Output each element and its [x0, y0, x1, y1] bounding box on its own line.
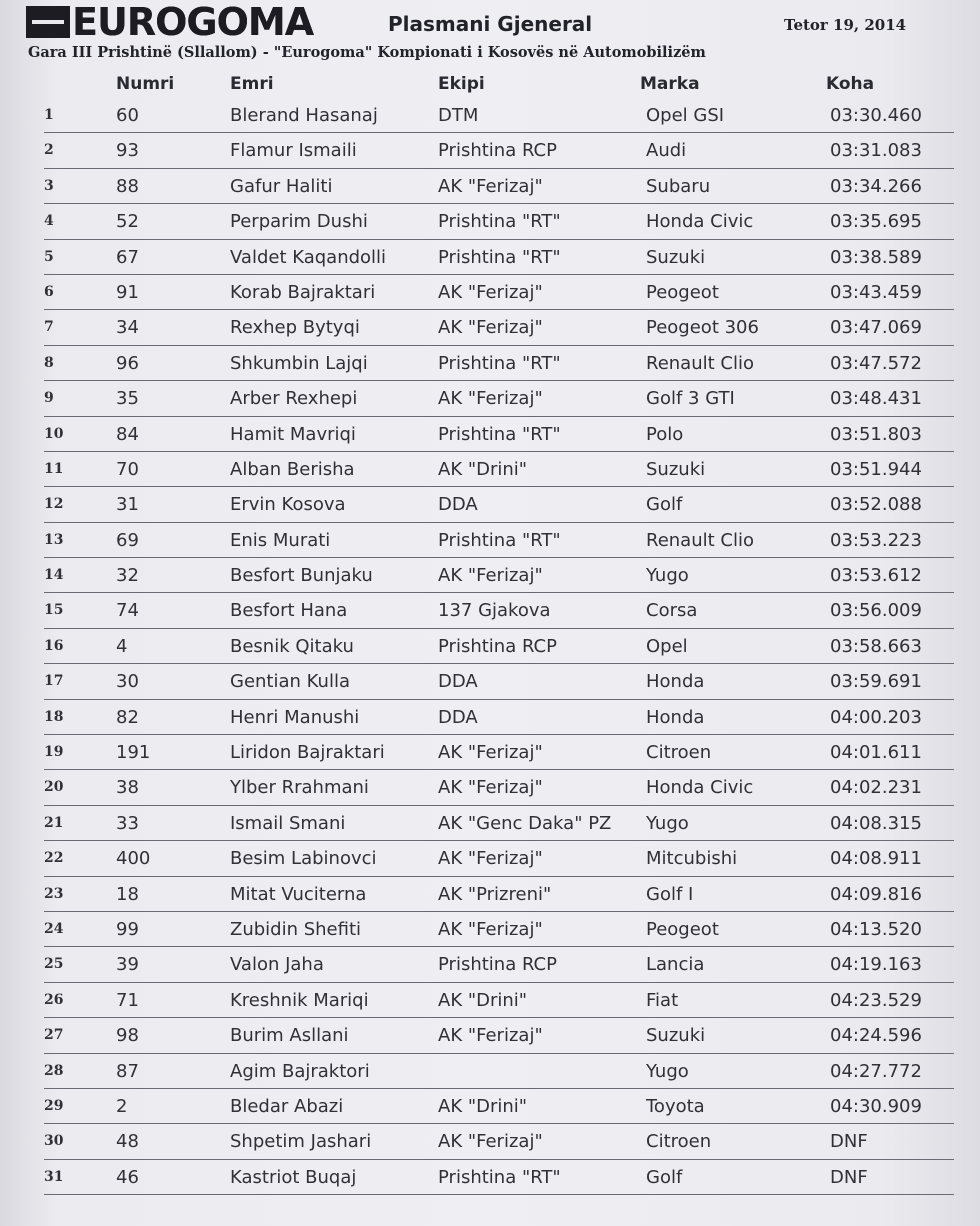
- table-row: [44, 1124, 954, 1159]
- emri-cell: Ylber Rrahmani: [230, 777, 369, 799]
- koha-cell: 03:47.069: [830, 317, 922, 339]
- emri-cell: Besfort Hana: [230, 600, 348, 622]
- ekipi-cell: Prishtina RCP: [438, 954, 557, 976]
- marka-cell: Golf I: [646, 883, 694, 905]
- numri-cell: 46: [116, 1166, 139, 1188]
- table-row: [44, 98, 954, 133]
- koha-cell: 03:53.223: [830, 529, 922, 551]
- table-row: [44, 770, 954, 805]
- koha-cell: 03:31.083: [830, 140, 922, 162]
- marka-cell: Honda: [646, 671, 705, 693]
- koha-cell: 03:48.431: [830, 388, 922, 410]
- koha-cell: 04:27.772: [830, 1060, 922, 1082]
- marka-cell: Yugo: [646, 1060, 689, 1082]
- numri-cell: 69: [116, 529, 139, 551]
- table-row: [44, 417, 954, 452]
- table-row: [44, 1160, 954, 1195]
- ekipi-cell: Prishtina "RT": [438, 423, 561, 445]
- position-cell: 19: [44, 744, 64, 761]
- ekipi-cell: AK "Ferizaj": [438, 1131, 543, 1153]
- numri-cell: 52: [116, 211, 139, 233]
- numri-cell: 18: [116, 883, 139, 905]
- table-row: [44, 169, 954, 204]
- marka-cell: Renault Clio: [646, 352, 754, 374]
- position-cell: 9: [44, 390, 54, 407]
- marka-cell: Golf: [646, 494, 683, 516]
- numri-cell: 74: [116, 600, 139, 622]
- numri-cell: 82: [116, 706, 139, 728]
- emri-cell: Agim Bajraktori: [230, 1060, 370, 1082]
- emri-cell: Rexhep Bytyqi: [230, 317, 360, 339]
- position-cell: 18: [44, 708, 64, 725]
- koha-cell: 03:47.572: [830, 352, 922, 374]
- position-cell: 20: [44, 779, 64, 796]
- ekipi-cell: Prishtina "RT": [438, 529, 561, 551]
- ekipi-cell: DDA: [438, 706, 478, 728]
- table-row: [44, 629, 954, 664]
- ekipi-cell: AK "Drini": [438, 1095, 528, 1117]
- emri-cell: Besnik Qitaku: [230, 635, 354, 657]
- emri-cell: Korab Bajraktari: [230, 281, 376, 303]
- logo-text: EUROGOMA: [72, 0, 314, 44]
- emri-cell: Besim Labinovci: [230, 848, 377, 870]
- position-cell: 12: [44, 496, 64, 513]
- marka-cell: Suzuki: [646, 1025, 706, 1047]
- marka-cell: Honda Civic: [646, 211, 754, 233]
- ekipi-cell: AK "Drini": [438, 458, 528, 480]
- column-header-ekipi: Ekipi: [438, 74, 485, 94]
- race-date: Tetor 19, 2014: [784, 16, 907, 34]
- emri-cell: Kastriot Buqaj: [230, 1166, 357, 1188]
- position-cell: 13: [44, 531, 64, 548]
- table-row: [44, 1018, 954, 1053]
- numri-cell: 71: [116, 989, 139, 1011]
- numri-cell: 67: [116, 246, 139, 268]
- emri-cell: Mitat Vuciterna: [230, 883, 367, 905]
- table-row: [44, 310, 954, 345]
- column-header-koha: Koha: [826, 74, 875, 94]
- numri-cell: 48: [116, 1131, 139, 1153]
- emri-cell: Shkumbin Lajqi: [230, 352, 368, 374]
- position-cell: 8: [44, 354, 54, 371]
- ekipi-cell: AK "Ferizaj": [438, 848, 543, 870]
- emri-cell: Perparim Dushi: [230, 211, 368, 233]
- marka-cell: Peogeot: [646, 918, 719, 940]
- ekipi-cell: AK "Ferizaj": [438, 1025, 543, 1047]
- table-row: [44, 947, 954, 982]
- koha-cell: 04:09.816: [830, 883, 922, 905]
- eurogoma-logo: [26, 0, 354, 44]
- marka-cell: Mitcubishi: [646, 848, 738, 870]
- position-cell: 3: [44, 177, 54, 194]
- ekipi-cell: AK "Genc Daka" PZ: [438, 812, 612, 834]
- koha-cell: 04:00.203: [830, 706, 922, 728]
- numri-cell: 39: [116, 954, 139, 976]
- position-cell: 23: [44, 885, 64, 902]
- koha-cell: 03:30.460: [830, 105, 922, 126]
- position-cell: 6: [44, 283, 54, 300]
- position-cell: 10: [44, 425, 64, 442]
- emri-cell: Blerand Hasanaj: [230, 105, 378, 126]
- marka-cell: Golf: [646, 1166, 683, 1188]
- ekipi-cell: Prishtina "RT": [438, 246, 561, 268]
- position-cell: 4: [44, 213, 54, 230]
- koha-cell: 03:35.695: [830, 211, 922, 233]
- table-row: [44, 204, 954, 239]
- ekipi-cell: DDA: [438, 494, 478, 516]
- numri-cell: 32: [116, 565, 139, 587]
- koha-cell: 03:38.589: [830, 246, 922, 268]
- marka-cell: Yugo: [646, 812, 689, 834]
- ekipi-cell: Prishtina "RT": [438, 352, 561, 374]
- emri-cell: Valdet Kaqandolli: [230, 246, 387, 268]
- ekipi-cell: Prishtina "RT": [438, 211, 561, 233]
- koha-cell: 03:51.803: [830, 423, 922, 445]
- marka-cell: Citroen: [646, 742, 712, 764]
- koha-cell: 03:58.663: [830, 635, 922, 657]
- koha-cell: 03:51.944: [830, 458, 922, 480]
- marka-cell: Honda: [646, 706, 705, 728]
- numri-cell: 30: [116, 671, 139, 693]
- position-cell: 5: [44, 248, 54, 265]
- emri-cell: Ismail Smani: [230, 812, 346, 834]
- emri-cell: Flamur Ismaili: [230, 140, 357, 162]
- marka-cell: Peogeot: [646, 281, 719, 303]
- ekipi-cell: AK "Ferizaj": [438, 918, 543, 940]
- marka-cell: Toyota: [646, 1095, 705, 1117]
- column-header-numri: Numri: [116, 74, 175, 94]
- position-cell: 11: [44, 460, 64, 477]
- table-row: [44, 558, 954, 593]
- numri-cell: 2: [116, 1095, 128, 1117]
- koha-cell: 03:56.009: [830, 600, 922, 622]
- logo-mark-icon: [26, 6, 70, 38]
- position-cell: 24: [44, 920, 64, 937]
- koha-cell: 04:24.596: [830, 1025, 922, 1047]
- position-cell: 2: [44, 142, 54, 159]
- numri-cell: 70: [116, 458, 139, 480]
- table-row: [44, 735, 954, 770]
- koha-cell: 04:01.611: [830, 742, 922, 764]
- position-cell: 1: [44, 107, 54, 123]
- koha-cell: 04:02.231: [830, 777, 922, 799]
- position-cell: 21: [44, 814, 64, 831]
- table-row: [44, 523, 954, 558]
- position-cell: 22: [44, 850, 64, 867]
- position-cell: 29: [44, 1097, 64, 1114]
- marka-cell: Audi: [646, 140, 687, 162]
- marka-cell: Yugo: [646, 565, 689, 587]
- marka-cell: Polo: [646, 423, 684, 445]
- numri-cell: 84: [116, 423, 139, 445]
- table-row: [44, 877, 954, 912]
- position-cell: 31: [44, 1168, 64, 1185]
- emri-cell: Arber Rexhepi: [230, 388, 358, 410]
- emri-cell: Shpetim Jashari: [230, 1131, 372, 1153]
- position-cell: 30: [44, 1133, 64, 1150]
- koha-cell: DNF: [830, 1131, 868, 1153]
- emri-cell: Alban Berisha: [230, 458, 355, 480]
- koha-cell: 03:43.459: [830, 281, 922, 303]
- emri-cell: Valon Jaha: [230, 954, 324, 976]
- koha-cell: 03:59.691: [830, 671, 922, 693]
- column-header-marka: Marka: [640, 74, 700, 94]
- table-row: [44, 346, 954, 381]
- numri-cell: 35: [116, 388, 139, 410]
- position-cell: 25: [44, 956, 64, 973]
- emri-cell: Gafur Haliti: [230, 175, 333, 197]
- table-row: [44, 664, 954, 699]
- emri-cell: Ervin Kosova: [230, 494, 346, 516]
- koha-cell: 03:34.266: [830, 175, 922, 197]
- emri-cell: Zubidin Shefiti: [230, 918, 362, 940]
- emri-cell: Bledar Abazi: [230, 1095, 344, 1117]
- position-cell: 15: [44, 602, 64, 619]
- emri-cell: Enis Murati: [230, 529, 331, 551]
- marka-cell: Subaru: [646, 175, 711, 197]
- position-cell: 28: [44, 1062, 64, 1079]
- emri-cell: Gentian Kulla: [230, 671, 350, 693]
- marka-cell: Suzuki: [646, 246, 706, 268]
- emri-cell: Besfort Bunjaku: [230, 565, 373, 587]
- koha-cell: 04:08.315: [830, 812, 922, 834]
- table-row: [44, 1054, 954, 1089]
- numri-cell: 98: [116, 1025, 139, 1047]
- emri-cell: Hamit Mavriqi: [230, 423, 356, 445]
- ekipi-cell: AK "Ferizaj": [438, 565, 543, 587]
- position-cell: 17: [44, 673, 64, 690]
- ekipi-cell: Prishtina RCP: [438, 140, 557, 162]
- ekipi-cell: AK "Ferizaj": [438, 317, 543, 339]
- koha-cell: 03:53.612: [830, 565, 922, 587]
- marka-cell: Fiat: [646, 989, 679, 1011]
- koha-cell: 04:19.163: [830, 954, 922, 976]
- table-row: [44, 841, 954, 876]
- position-cell: 14: [44, 567, 64, 584]
- ekipi-cell: AK "Ferizaj": [438, 742, 543, 764]
- emri-cell: Henri Manushi: [230, 706, 360, 728]
- numri-cell: 31: [116, 494, 139, 516]
- marka-cell: Lancia: [646, 954, 705, 976]
- koha-cell: 04:13.520: [830, 918, 922, 940]
- numri-cell: 96: [116, 352, 139, 374]
- ekipi-cell: AK "Prizreni": [438, 883, 552, 905]
- ekipi-cell: Prishtina RCP: [438, 635, 557, 657]
- marka-cell: Corsa: [646, 600, 698, 622]
- table-row: [44, 806, 954, 841]
- emri-cell: Kreshnik Mariqi: [230, 989, 369, 1011]
- table-row: [44, 381, 954, 416]
- numri-cell: 191: [116, 742, 151, 764]
- table-row: [44, 275, 954, 310]
- koha-cell: 04:23.529: [830, 989, 922, 1011]
- koha-cell: 04:08.911: [830, 848, 922, 870]
- position-cell: 26: [44, 991, 64, 1008]
- koha-cell: 03:52.088: [830, 494, 922, 516]
- numri-cell: 87: [116, 1060, 139, 1082]
- ekipi-cell: AK "Ferizaj": [438, 388, 543, 410]
- table-row: [44, 133, 954, 168]
- table-row: [44, 593, 954, 628]
- marka-cell: Opel: [646, 635, 688, 657]
- position-cell: 16: [44, 637, 64, 654]
- table-row: [44, 452, 954, 487]
- column-header-emri: Emri: [230, 74, 274, 94]
- marka-cell: Renault Clio: [646, 529, 754, 551]
- page-title: Plasmani Gjeneral: [388, 12, 593, 36]
- ekipi-cell: 137 Gjakova: [438, 600, 551, 622]
- table-row: [44, 240, 954, 275]
- numri-cell: 38: [116, 777, 139, 799]
- table-row: [44, 700, 954, 735]
- ekipi-cell: AK "Ferizaj": [438, 175, 543, 197]
- numri-cell: 33: [116, 812, 139, 834]
- numri-cell: 93: [116, 140, 139, 162]
- koha-cell: 04:30.909: [830, 1095, 922, 1117]
- koha-cell: DNF: [830, 1166, 868, 1188]
- numri-cell: 400: [116, 848, 151, 870]
- position-cell: 7: [44, 319, 54, 336]
- table-row: [44, 983, 954, 1018]
- numri-cell: 4: [116, 635, 128, 657]
- numri-cell: 99: [116, 918, 139, 940]
- marka-cell: Peogeot 306: [646, 317, 759, 339]
- marka-cell: Opel GSI: [646, 105, 725, 126]
- numri-cell: 34: [116, 317, 139, 339]
- race-subtitle: Gara III Prishtinë (Sllallom) - "Eurogoma" Kompionati i Kosovës në Automobilizëm: [28, 44, 706, 61]
- table-row: [44, 1089, 954, 1124]
- ekipi-cell: Prishtina "RT": [438, 1166, 561, 1188]
- ekipi-cell: AK "Drini": [438, 989, 528, 1011]
- emri-cell: Burim Asllani: [230, 1025, 349, 1047]
- ekipi-cell: AK "Ferizaj": [438, 777, 543, 799]
- numri-cell: 88: [116, 175, 139, 197]
- table-row: [44, 912, 954, 947]
- ekipi-cell: AK "Ferizaj": [438, 281, 543, 303]
- ekipi-cell: DTM: [438, 105, 479, 126]
- results-table: [44, 98, 954, 1195]
- emri-cell: Liridon Bajraktari: [230, 742, 385, 764]
- ekipi-cell: DDA: [438, 671, 478, 693]
- marka-cell: Golf 3 GTI: [646, 388, 735, 410]
- marka-cell: Honda Civic: [646, 777, 754, 799]
- marka-cell: Suzuki: [646, 458, 706, 480]
- numri-cell: 60: [116, 105, 139, 126]
- marka-cell: Citroen: [646, 1131, 712, 1153]
- numri-cell: 91: [116, 281, 139, 303]
- table-row: [44, 487, 954, 522]
- position-cell: 27: [44, 1027, 64, 1044]
